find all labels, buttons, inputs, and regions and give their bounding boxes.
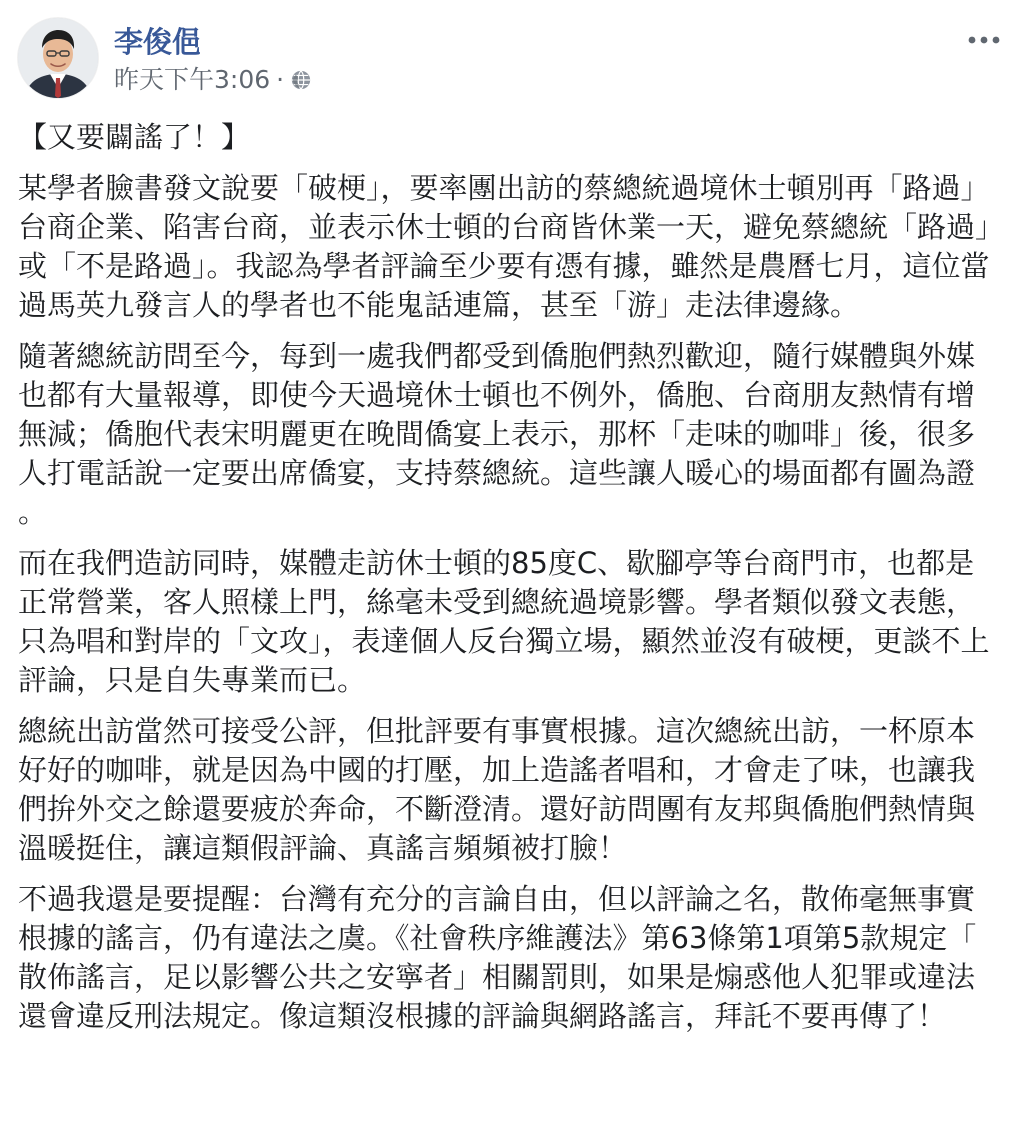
- avatar-portrait-icon: [18, 18, 98, 98]
- post-headline: 【又要闢謠了！】: [18, 120, 251, 154]
- post-header: [18, 18, 1004, 102]
- post-paragraph-1: 某學者臉書發文說要「破梗」，要率團出訪的蔡總統過境休士頓別再「路過」台商企業、陷害台商，並表示休士頓的台商皆休業一天，避免蔡總統「路過」或「不是路過」。我認為學者評論至少要有憑有據，雖然是農曆七月，這位當過馬英九發言人的學者也不能鬼話連篇，甚至「游」走法律邊緣。: [18, 171, 990, 322]
- post-paragraph-2: 隨著總統訪問至今，每到一處我們都受到僑胞們熱烈歡迎，隨行媒體與外媒也都有大量報導，即使今天過境休士頓也不例外，僑胞、台商朋友熱情有增無減；僑胞代表宋明麗更在晚間僑宴上表示，那杯「走味的咖啡」後，很多人打電話說一定要出席僑宴，支持蔡總統。這些讓人暖心的場面都有圖為證。: [18, 339, 976, 529]
- post-body: [18, 118, 1003, 1048]
- post-paragraph-4: 總統出訪當然可接受公評，但批評要有事實根據。這次總統出訪，一杯原本好好的咖啡，就是因為中國的打壓，加上造謠者唱和，才會走了味，也讓我們拚外交之餘還要疲於奔命，不斷澄清。還好訪問團有友邦與僑胞們熱情與溫暖挺住，讓這類假評論、真謠言頻頻被打臉！: [18, 714, 976, 865]
- post-paragraph-5: 不過我還是要提醒：台灣有充分的言論自由，但以評論之名，散佈毫無事實根據的謠言，仍有違法之虞。《社會秩序維護法》第63條第1項第5款規定「散佈謠言，足以影響公共之安寧者」相關罰則，如果是煽惑他人犯罪或違法還會違反刑法規定。像這類沒根據的評論與網路謠言，拜託不要再傳了！: [18, 882, 977, 1033]
- post-meta: [114, 65, 312, 95]
- meta-separator: ·: [276, 65, 285, 94]
- author-avatar[interactable]: [18, 18, 98, 98]
- more-options-button[interactable]: [964, 28, 1004, 52]
- post-timestamp[interactable]: 昨天下午3:06: [114, 65, 271, 94]
- post-paragraph-3: 而在我們造訪同時，媒體走訪休士頓的85度C、歇腳亭等台商門市，也都是正常營業，客人照樣上門，絲毫未受到總統過境影響。學者類似發文表態，只為唱和對岸的「文攻」，表達個人反台獨立場，顯然並沒有破梗，更談不上評論，只是自失專業而已。: [18, 546, 990, 697]
- globe-icon[interactable]: [290, 69, 312, 91]
- more-options-icon: [967, 35, 1001, 45]
- author-name-link[interactable]: 李俊俋: [114, 25, 202, 59]
